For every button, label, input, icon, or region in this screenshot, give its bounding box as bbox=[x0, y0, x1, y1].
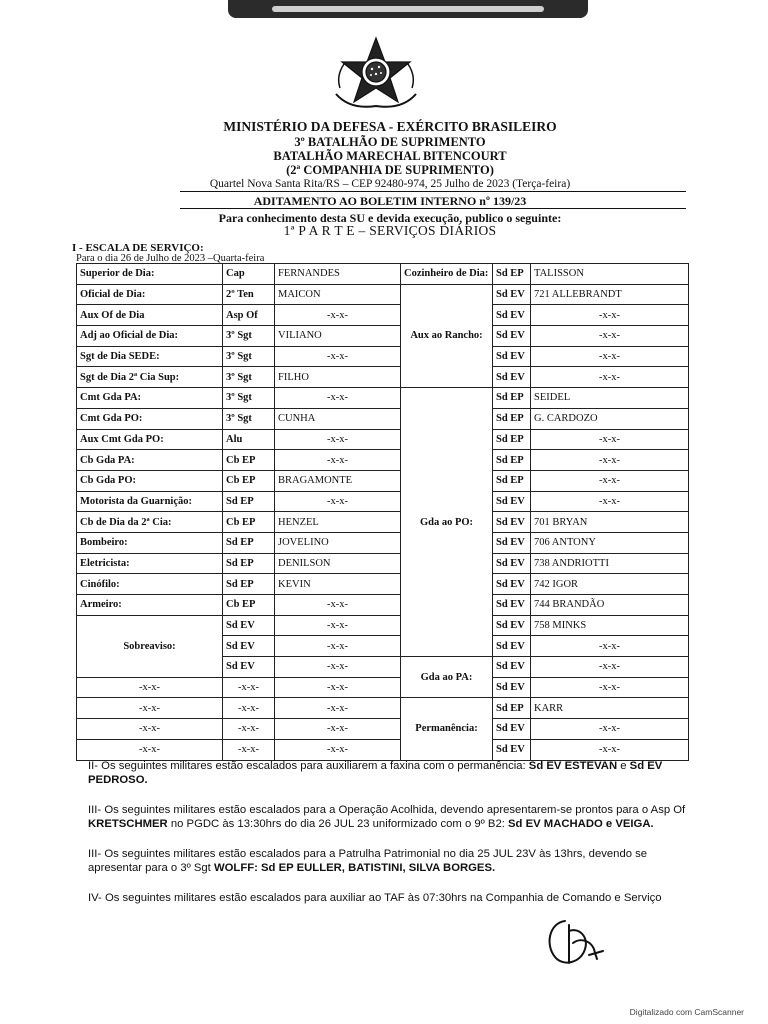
header-location-date: Quartel Nova Santa Rita/RS – CEP 92480-974, 25 Julho de 2023 (Terça-feira) bbox=[209, 178, 571, 190]
name-cell: -x-x- bbox=[531, 636, 689, 657]
rank-cell: Cb EP bbox=[223, 450, 275, 471]
duty-group-label: Cozinheiro de Dia: bbox=[401, 264, 493, 285]
rank-cell: Sd EP bbox=[493, 698, 531, 719]
rank-cell: Sd EV bbox=[493, 326, 531, 347]
function-cell: Aux Cmt Gda PO: bbox=[77, 429, 223, 450]
rank-cell: Sd EV bbox=[493, 677, 531, 698]
name-cell: -x-x- bbox=[275, 615, 401, 636]
function-cell: Cinófilo: bbox=[77, 574, 223, 595]
rank-cell: Asp Of bbox=[223, 305, 275, 326]
function-cell: Sgt de Dia 2ª Cia Sup: bbox=[77, 367, 223, 388]
table-row bbox=[77, 346, 689, 367]
duty-roster-table bbox=[76, 263, 689, 761]
table-row bbox=[77, 284, 689, 305]
function-cell: Armeiro: bbox=[77, 595, 223, 616]
name-cell: -x-x- bbox=[275, 677, 401, 698]
name-cell: 744 BRANDÃO bbox=[531, 595, 689, 616]
function-cell: Sgt de Dia SEDE: bbox=[77, 346, 223, 367]
name-cell: -x-x- bbox=[275, 429, 401, 450]
name-cell: -x-x- bbox=[275, 450, 401, 471]
name-cell: 742 IGOR bbox=[531, 574, 689, 595]
duty-group-label: Permanência: bbox=[401, 698, 493, 760]
name-cell: -x-x- bbox=[275, 719, 401, 740]
rank-cell: Sd EP bbox=[223, 574, 275, 595]
duty-group-label: Gda ao PA: bbox=[401, 657, 493, 698]
name-cell: -x-x- bbox=[531, 326, 689, 347]
name-cell: -x-x- bbox=[531, 305, 689, 326]
name-cell: FERNANDES bbox=[275, 264, 401, 285]
rank-cell: Sd EP bbox=[493, 450, 531, 471]
name-cell: -x-x- bbox=[275, 657, 401, 678]
rank-cell: Sd EV bbox=[493, 574, 531, 595]
function-cell: Cb de Dia da 2ª Cia: bbox=[77, 512, 223, 533]
rank-cell: Sd EP bbox=[223, 491, 275, 512]
paragraph-iii-operation: III- Os seguintes militares estão escalados para a Operação Acolhida, devendo apresentarem-se prontos para o Asp Of KRETSCHMER no PGDC às 13:30hrs do dia 26 JUL 23 uniformizado com o 9º B2: Sd EV MACHADO e VEIGA. bbox=[88, 804, 686, 830]
name-cell: -x-x- bbox=[275, 698, 401, 719]
name-cell: -x-x- bbox=[531, 450, 689, 471]
name-cell: -x-x- bbox=[531, 657, 689, 678]
rank-cell: Sd EV bbox=[223, 636, 275, 657]
rank-cell: Sd EP bbox=[223, 532, 275, 553]
name-cell: 721 ALLEBRANDT bbox=[531, 284, 689, 305]
part-title: 1ª P A R T E – SERVIÇOS DIÁRIOS bbox=[283, 223, 497, 238]
name-cell: BRAGAMONTE bbox=[275, 470, 401, 491]
function-cell: -x-x- bbox=[77, 719, 223, 740]
table-row bbox=[77, 615, 689, 636]
rank-cell: Sd EP bbox=[493, 408, 531, 429]
table-row bbox=[77, 532, 689, 553]
function-cell: Cb Gda PA: bbox=[77, 450, 223, 471]
table-row bbox=[77, 553, 689, 574]
name-cell: -x-x- bbox=[275, 305, 401, 326]
table-row bbox=[77, 512, 689, 533]
rank-cell: Sd EV bbox=[223, 657, 275, 678]
table-row bbox=[77, 698, 689, 719]
paragraph-ii-cleaning: II- Os seguintes militares estão escalados para auxiliarem a faxina com o permanência: Sd EV ESTEVAN e Sd EV PEDROSO. bbox=[88, 760, 663, 786]
rank-cell: 3º Sgt bbox=[223, 408, 275, 429]
rank-cell: Sd EV bbox=[493, 284, 531, 305]
table-row bbox=[77, 367, 689, 388]
name-cell: VILIANO bbox=[275, 326, 401, 347]
header-company: (2ª COMPANHIA DE SUPRIMENTO) bbox=[286, 163, 494, 177]
rank-cell: Cb EP bbox=[223, 470, 275, 491]
rank-cell: Cb EP bbox=[223, 512, 275, 533]
name-cell: -x-x- bbox=[531, 739, 689, 760]
rank-cell: Sd EV bbox=[493, 532, 531, 553]
name-cell: -x-x- bbox=[531, 470, 689, 491]
rank-cell: 3º Sgt bbox=[223, 388, 275, 409]
table-row bbox=[77, 305, 689, 326]
rank-cell: Cap bbox=[223, 264, 275, 285]
section1-title: I - ESCALA DE SERVIÇO: bbox=[72, 242, 204, 254]
name-cell: HENZEL bbox=[275, 512, 401, 533]
table-row bbox=[77, 388, 689, 409]
table-row bbox=[77, 491, 689, 512]
duty-group-label: Aux ao Rancho: bbox=[401, 284, 493, 387]
rank-cell: -x-x- bbox=[223, 739, 275, 760]
function-cell: Adj ao Oficial de Dia: bbox=[77, 326, 223, 347]
rank-cell: 3º Sgt bbox=[223, 326, 275, 347]
rank-cell: Sd EV bbox=[223, 615, 275, 636]
function-cell: Cmt Gda PO: bbox=[77, 408, 223, 429]
function-cell: -x-x- bbox=[77, 698, 223, 719]
table-row bbox=[77, 429, 689, 450]
name-cell: 701 BRYAN bbox=[531, 512, 689, 533]
name-cell: FILHO bbox=[275, 367, 401, 388]
name-cell: -x-x- bbox=[275, 346, 401, 367]
table-row bbox=[77, 450, 689, 471]
name-cell: -x-x- bbox=[531, 677, 689, 698]
header-battalion: 3º BATALHÃO DE SUPRIMENTO bbox=[294, 135, 486, 149]
rank-cell: Cb EP bbox=[223, 595, 275, 616]
rank-cell: Sd EP bbox=[493, 429, 531, 450]
function-cell: Cb Gda PO: bbox=[77, 470, 223, 491]
table-row bbox=[77, 470, 689, 491]
rank-cell: Sd EV bbox=[493, 615, 531, 636]
table-row bbox=[77, 719, 689, 740]
rank-cell: Sd EV bbox=[493, 636, 531, 657]
scanner-footer: Digitalizado com CamScanner bbox=[629, 1007, 744, 1017]
name-cell: -x-x- bbox=[531, 719, 689, 740]
rank-cell: Alu bbox=[223, 429, 275, 450]
header-ministry: MINISTÉRIO DA DEFESA - EXÉRCITO BRASILEIRO bbox=[223, 119, 557, 134]
table-row bbox=[77, 677, 689, 698]
name-cell: -x-x- bbox=[531, 491, 689, 512]
section1-date: Para o dia 26 de Julho de 2023 –Quarta-feira bbox=[76, 253, 265, 264]
name-cell: DENILSON bbox=[275, 553, 401, 574]
bulletin-divider bbox=[180, 208, 686, 209]
name-cell: CUNHA bbox=[275, 408, 401, 429]
paragraph-iv-taf: IV- Os seguintes militares estão escalados para auxiliar ao TAF às 07:30hrs na Companhia de Comando e Serviço bbox=[88, 892, 662, 904]
header-battalion-name: BATALHÃO MARECHAL BITENCOURT bbox=[273, 149, 507, 163]
table-row bbox=[77, 264, 689, 285]
bulletin-title: ADITAMENTO AO BOLETIM INTERNO nº 139/23 bbox=[253, 194, 527, 208]
table-row bbox=[77, 408, 689, 429]
rank-cell: 3º Sgt bbox=[223, 346, 275, 367]
name-cell: -x-x- bbox=[275, 491, 401, 512]
function-cell: Eletricista: bbox=[77, 553, 223, 574]
table-row bbox=[77, 595, 689, 616]
function-cell: Motorista da Guarnição: bbox=[77, 491, 223, 512]
function-cell: Aux Of de Dia bbox=[77, 305, 223, 326]
rank-cell: Sd EV bbox=[493, 346, 531, 367]
name-cell: SEIDEL bbox=[531, 388, 689, 409]
function-cell: Sobreaviso: bbox=[77, 615, 223, 677]
rank-cell: -x-x- bbox=[223, 719, 275, 740]
rank-cell: Sd EP bbox=[223, 553, 275, 574]
rank-cell: Sd EV bbox=[493, 595, 531, 616]
name-cell: TALISSON bbox=[531, 264, 689, 285]
rank-cell: 2º Ten bbox=[223, 284, 275, 305]
rank-cell: Sd EP bbox=[493, 264, 531, 285]
function-cell: -x-x- bbox=[77, 739, 223, 760]
rank-cell: -x-x- bbox=[223, 677, 275, 698]
rank-cell: Sd EV bbox=[493, 739, 531, 760]
name-cell: -x-x- bbox=[275, 388, 401, 409]
table-row bbox=[77, 574, 689, 595]
handwritten-signature bbox=[545, 915, 605, 967]
header-divider bbox=[180, 191, 686, 192]
function-cell: -x-x- bbox=[77, 677, 223, 698]
clipboard-clip bbox=[228, 0, 588, 22]
rank-cell: Sd EV bbox=[493, 657, 531, 678]
name-cell: G. CARDOZO bbox=[531, 408, 689, 429]
rank-cell: Sd EP bbox=[493, 470, 531, 491]
name-cell: -x-x- bbox=[275, 595, 401, 616]
table-row bbox=[77, 326, 689, 347]
rank-cell: Sd EV bbox=[493, 305, 531, 326]
name-cell: -x-x- bbox=[275, 739, 401, 760]
name-cell: -x-x- bbox=[275, 636, 401, 657]
rank-cell: Sd EV bbox=[493, 491, 531, 512]
name-cell: MAICON bbox=[275, 284, 401, 305]
table-row bbox=[77, 739, 689, 760]
name-cell: KARR bbox=[531, 698, 689, 719]
function-cell: Oficial de Dia: bbox=[77, 284, 223, 305]
name-cell: KEVIN bbox=[275, 574, 401, 595]
rank-cell: -x-x- bbox=[223, 698, 275, 719]
name-cell: -x-x- bbox=[531, 367, 689, 388]
name-cell: 706 ANTONY bbox=[531, 532, 689, 553]
name-cell: 738 ANDRIOTTI bbox=[531, 553, 689, 574]
intro-text: Para conhecimento desta SU e devida execução, publico o seguinte: bbox=[218, 211, 562, 225]
function-cell: Bombeiro: bbox=[77, 532, 223, 553]
rank-cell: 3º Sgt bbox=[223, 367, 275, 388]
function-cell: Superior de Dia: bbox=[77, 264, 223, 285]
name-cell: 758 MINKS bbox=[531, 615, 689, 636]
name-cell: -x-x- bbox=[531, 429, 689, 450]
rank-cell: Sd EV bbox=[493, 367, 531, 388]
rank-cell: Sd EV bbox=[493, 719, 531, 740]
rank-cell: Sd EV bbox=[493, 553, 531, 574]
duty-group-label: Gda ao PO: bbox=[401, 388, 493, 657]
name-cell: -x-x- bbox=[531, 346, 689, 367]
rank-cell: Sd EV bbox=[493, 512, 531, 533]
national-coat-of-arms-icon bbox=[330, 36, 422, 116]
rank-cell: Sd EP bbox=[493, 388, 531, 409]
paragraph-iii-patrol: III- Os seguintes militares estão escalados para a Patrulha Patrimonial no dia 25 JUL 23V às 13hrs, devendo se apresentar para o 3º Sgt WOLFF: Sd EP EULLER, BATISTINI, SILVA BORGES. bbox=[88, 848, 648, 874]
function-cell: Cmt Gda PA: bbox=[77, 388, 223, 409]
name-cell: JOVELINO bbox=[275, 532, 401, 553]
